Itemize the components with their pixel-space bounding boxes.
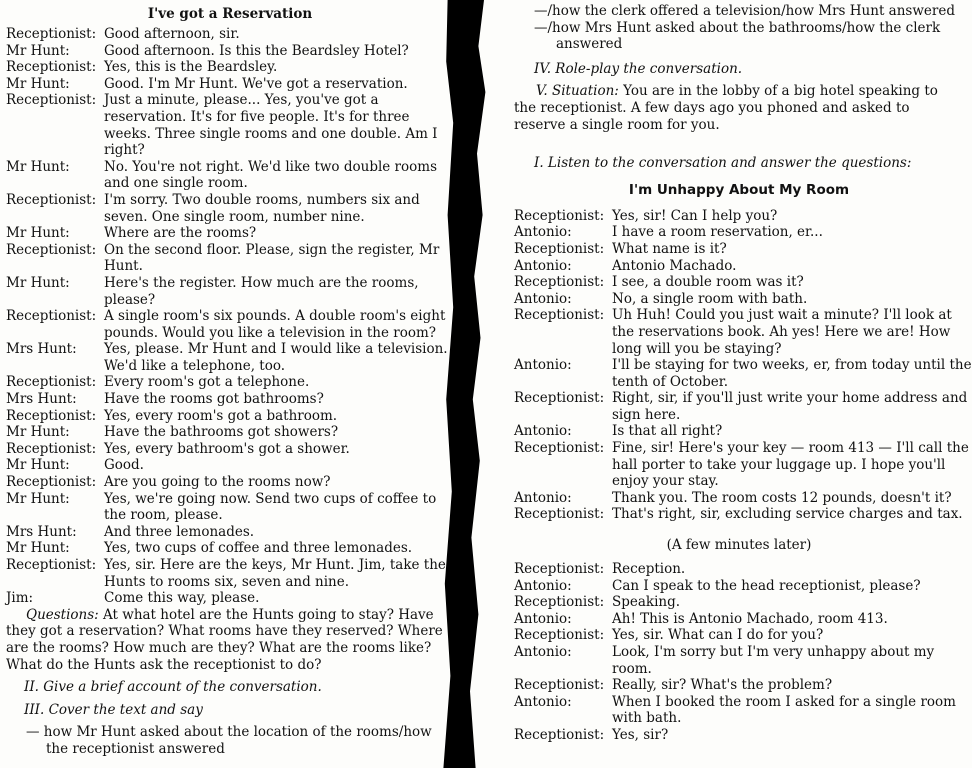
left-page [0, 0, 450, 768]
speaker-label: Mr Hunt: [6, 457, 70, 474]
speaker-label: Receptionist: [514, 390, 605, 407]
dialogue-line [0, 424, 450, 441]
speaker-label: Receptionist: [514, 594, 605, 611]
right-dialogue-title: I'm Unhappy About My Room [628, 181, 850, 198]
speaker-label: Jim: [6, 590, 34, 607]
task-5 [506, 83, 972, 133]
dialogue-line [0, 275, 450, 308]
dialogue-text: Yes, every bathroom's got a shower. [104, 440, 350, 457]
speaker-label: Antonio: [514, 610, 572, 627]
task-4: IV. Role-play the conversation. [534, 60, 743, 77]
dialogue-line [506, 224, 972, 241]
dialogue-line [0, 590, 450, 607]
speaker-label: Receptionist: [514, 307, 605, 324]
task-3-list [506, 3, 972, 53]
dialogue-line [0, 242, 450, 275]
speaker-label: Receptionist: [514, 240, 605, 257]
dialogue-line [506, 677, 972, 694]
dialogue-line [506, 578, 972, 595]
dialogue-line [0, 441, 450, 458]
dialogue-text: Is that all right? [612, 423, 723, 440]
speaker-label: Receptionist: [6, 440, 97, 457]
dialogue-text: Every room's got a telephone. [104, 374, 310, 391]
dialogue-text: Where are the rooms? [104, 225, 257, 242]
dialogue-text: And three lemonades. [104, 523, 255, 540]
speaker-label: Antonio: [514, 290, 572, 307]
speaker-label: Receptionist: [6, 474, 97, 491]
task-5-text: You are in the lobby of a big hotel speaking to the receptionist. A few days ago you phoned and asked to reserve a single room for you. [514, 83, 938, 133]
dialogue-text: Yes, two cups of coffee and three lemonades. [104, 540, 413, 557]
questions-label: Questions: [26, 606, 99, 623]
page-gutter-shadow [442, 0, 512, 768]
dialogue-line [0, 524, 450, 541]
dialogue-text: Come this way, please. [104, 590, 260, 607]
dialogue-text: I have a room reservation, er... [612, 224, 823, 241]
dialogue-text: Can I speak to the head receptionist, please? [612, 577, 921, 594]
speaker-label: Receptionist: [6, 374, 97, 391]
dialogue-line [506, 357, 972, 390]
dialogue-line [506, 423, 972, 440]
dialogue-line [506, 594, 972, 611]
speaker-label: Mrs Hunt: [6, 391, 77, 408]
dialogue-text: Speaking. [612, 594, 681, 611]
speaker-label: Mr Hunt: [6, 42, 70, 59]
dialogue-text: I'm sorry. Two double rooms, numbers six and seven. One single room, number nine. [104, 191, 420, 225]
dialogue-text: Antonio Machado. [612, 257, 737, 274]
speaker-label: Receptionist: [6, 308, 97, 325]
dialogue-text: Have the rooms got bathrooms? [104, 391, 324, 408]
dialogue-line [0, 474, 450, 491]
speaker-label: Receptionist: [6, 92, 97, 109]
left-dialogue [0, 26, 450, 607]
dialogue-text: Yes, sir? [612, 726, 669, 743]
speaker-label: Receptionist: [514, 506, 605, 523]
dialogue-line [0, 43, 450, 60]
dialogue-text: Yes, this is the Beardsley. [104, 59, 278, 76]
speaker-label: Receptionist: [6, 407, 97, 424]
dialogue-line [506, 644, 972, 677]
speaker-label: Antonio: [514, 257, 572, 274]
dialogue-text: Right, sir, if you'll just write your home address and sign here. [612, 390, 968, 423]
dialogue-line [0, 341, 450, 374]
dialogue-text: Yes, every room's got a bathroom. [104, 407, 338, 424]
dialogue-line [506, 291, 972, 308]
speaker-label: Mr Hunt: [6, 490, 70, 507]
dialogue-text: Good afternoon, sir. [104, 26, 240, 42]
speaker-label: Receptionist: [514, 726, 605, 743]
dialogue-text: I see, a double room was it? [612, 274, 804, 291]
dialogue-line [506, 506, 972, 523]
speaker-label: Receptionist: [514, 627, 605, 644]
dialogue-text: Fine, sir! Here's your key — room 413 — I'll call the hall porter to take your luggage up. I hope you'll enjoy your stay. [612, 440, 969, 490]
dialogue-text: Yes, sir. What can I do for you? [612, 627, 824, 644]
dialogue-text: Thank you. The room costs 12 pounds, doesn't it? [612, 489, 952, 506]
dialogue-text: Here's the register. How much are the rooms, please? [104, 274, 419, 308]
dialogue-line [506, 274, 972, 291]
speaker-label: Antonio: [514, 224, 572, 241]
speaker-label: Receptionist: [514, 207, 605, 224]
right-dialogue-1 [506, 208, 972, 523]
task-1: I. Listen to the conversation and answer the questions: [534, 155, 912, 172]
dialogue-text: Ah! This is Antonio Machado, room 413. [612, 610, 888, 627]
dialogue-line [0, 408, 450, 425]
speaker-label: Mr Hunt: [6, 424, 70, 441]
speaker-label: Receptionist: [514, 440, 605, 457]
speaker-label: Receptionist: [514, 677, 605, 694]
task-3-item-bathrooms: —/how Mrs Hunt asked about the bathrooms/how the clerk answered [534, 19, 941, 53]
dialogue-line [0, 391, 450, 408]
dialogue-line [0, 491, 450, 524]
dialogue-text: When I booked the room I asked for a single room with bath. [612, 693, 956, 727]
speaker-label: Mrs Hunt: [6, 341, 77, 358]
questions-text: At what hotel are the Hunts going to stay? Have they got a reservation? What rooms have they reserved? Where are the rooms? How much are they? What are the rooms like? What do the Hunts ask the receptionist to do? [6, 606, 443, 673]
speaker-label: Mr Hunt: [6, 225, 70, 242]
speaker-label: Antonio: [514, 423, 572, 440]
speaker-label: Receptionist: [514, 274, 605, 291]
dialogue-text: Look, I'm sorry but I'm very unhappy about my room. [612, 644, 935, 677]
speaker-label: Mr Hunt: [6, 274, 70, 291]
task-3-item-television: —/how the clerk offered a television/how Mrs Hunt answered [534, 3, 955, 19]
dialogue-line [0, 92, 450, 158]
task-2: II. Give a brief account of the conversation. [24, 679, 322, 696]
left-dialogue-title: I've got a Reservation [147, 6, 313, 22]
speaker-label: Receptionist: [514, 561, 605, 578]
dialogue-text: Reception. [612, 561, 686, 578]
speaker-label: Mr Hunt: [6, 158, 70, 175]
dialogue-text: A single room's six pounds. A double room's eight pounds. Would you like a television in the room? [104, 308, 446, 341]
dialogue-line [0, 557, 450, 590]
dialogue-line [506, 611, 972, 628]
questions-paragraph [0, 607, 450, 673]
dialogue-text: Just a minute, please... Yes, you've got a reservation. It's for five people. It's for three weeks. Three single rooms and one double. Am I right? [104, 92, 438, 159]
speaker-label: Receptionist: [6, 241, 97, 258]
dialogue-text: Good afternoon. Is this the Beardsley Hotel? [104, 42, 409, 59]
speaker-label: Receptionist: [6, 557, 97, 573]
speaker-label: Antonio: [514, 577, 572, 594]
dialogue-line [506, 390, 972, 423]
speaker-label: Antonio: [514, 693, 572, 710]
dialogue-text: No, a single room with bath. [612, 290, 808, 307]
task-5-label: V. Situation: [536, 83, 619, 100]
dialogue-text: Yes, sir! Can I help you? [612, 207, 778, 224]
right-dialogue-2 [506, 561, 972, 744]
dialogue-text: I'll be staying for two weeks, er, from today until the tenth of October. [612, 357, 972, 390]
task-3: III. Cover the text and say [24, 701, 203, 718]
speaker-label: Mr Hunt: [6, 540, 70, 557]
dialogue-line [506, 561, 972, 578]
dialogue-line [506, 694, 972, 727]
interlude-note: (A few minutes later) [666, 537, 812, 554]
dialogue-line [0, 540, 450, 557]
dialogue-line [0, 192, 450, 225]
speaker-label: Mrs Hunt: [6, 523, 77, 540]
dialogue-text: Yes, please. Mr Hunt and I would like a television. We'd like a telephone, too. [104, 341, 448, 374]
dialogue-text: Good. [104, 457, 144, 474]
dialogue-line [506, 258, 972, 275]
task-3-item: — how Mr Hunt asked about the location of the rooms/how the receptionist answered [26, 724, 432, 757]
dialogue-text: Uh Huh! Could you just wait a minute? I'll look at the reservations book. Ah yes! Here we are! How long will you be staying? [612, 307, 952, 357]
dialogue-line [0, 159, 450, 192]
dialogue-line [0, 374, 450, 391]
speaker-label: Receptionist: [6, 191, 97, 208]
dialogue-line [506, 307, 972, 357]
speaker-label: Mr Hunt: [6, 75, 70, 92]
dialogue-text: Good. I'm Mr Hunt. We've got a reservation. [104, 75, 408, 92]
speaker-label: Antonio: [514, 489, 572, 506]
speaker-label: Antonio: [514, 357, 572, 374]
dialogue-text: That's right, sir, excluding service charges and tax. [612, 506, 963, 523]
dialogue-line [0, 26, 450, 43]
dialogue-line [0, 457, 450, 474]
dialogue-line [0, 225, 450, 242]
dialogue-text: Yes, sir. Here are the keys, Mr Hunt. Jim, take the Hunts to rooms six, seven and nine. [104, 557, 446, 590]
dialogue-line [506, 627, 972, 644]
dialogue-line [506, 440, 972, 490]
dialogue-text: Yes, we're going now. Send two cups of coffee to the room, please. [104, 490, 437, 524]
dialogue-text: What name is it? [612, 240, 727, 257]
dialogue-line [506, 241, 972, 258]
speaker-label: Receptionist: [6, 26, 97, 42]
dialogue-line [506, 490, 972, 507]
right-page [506, 0, 972, 768]
speaker-label: Antonio: [514, 644, 572, 660]
speaker-label: Receptionist: [6, 59, 97, 76]
dialogue-text: Really, sir? What's the problem? [612, 677, 833, 694]
dialogue-line [0, 59, 450, 76]
dialogue-line [506, 208, 972, 225]
dialogue-text: Are you going to the rooms now? [104, 474, 331, 491]
dialogue-line [0, 308, 450, 341]
dialogue-text: No. You're not right. We'd like two double rooms and one single room. [104, 158, 437, 192]
dialogue-line [506, 727, 972, 744]
dialogue-text: Have the bathrooms got showers? [104, 424, 339, 441]
dialogue-line [0, 76, 450, 93]
dialogue-text: On the second floor. Please, sign the register, Mr Hunt. [104, 241, 440, 275]
